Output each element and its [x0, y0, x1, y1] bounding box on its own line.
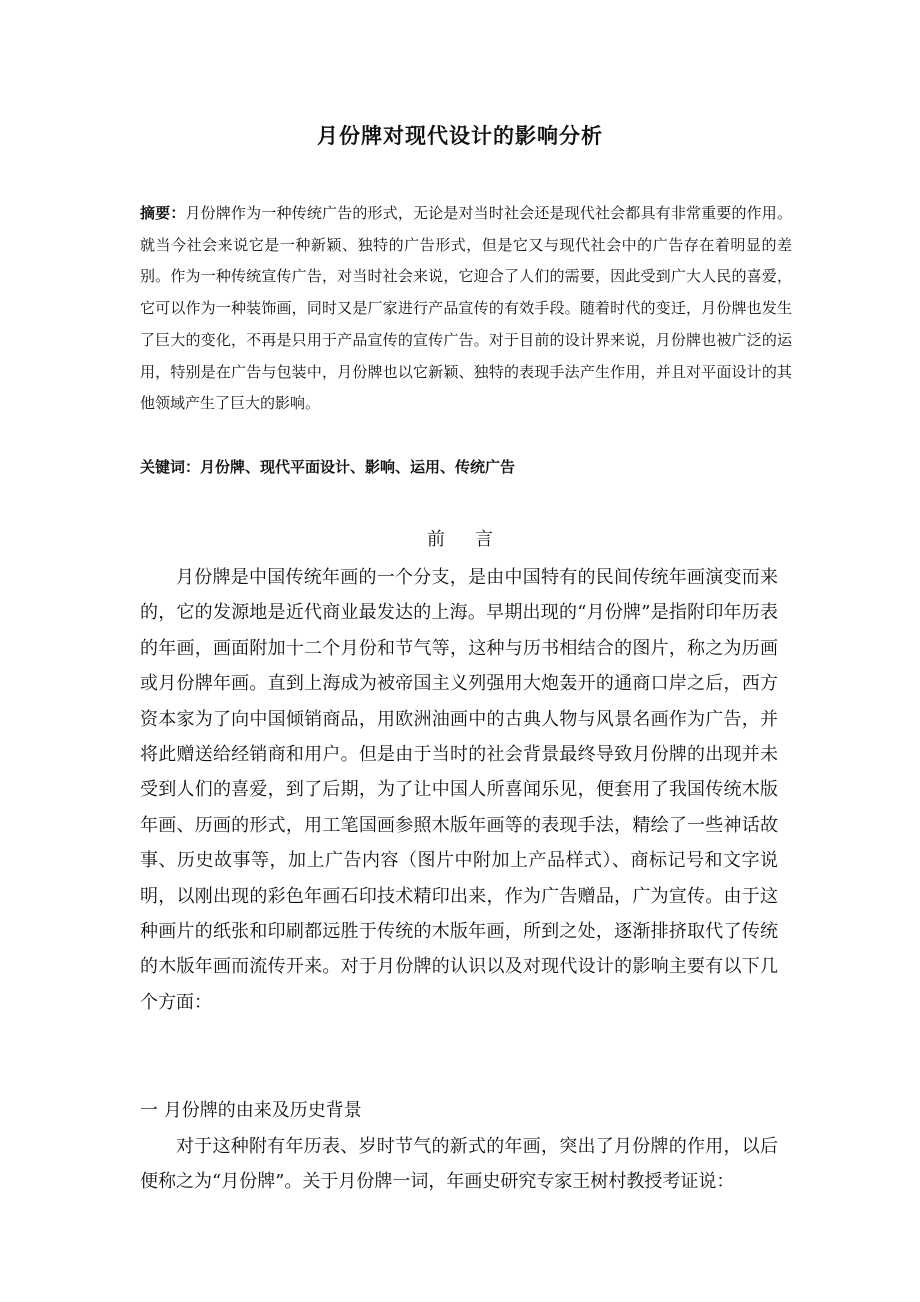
- abstract-text: 月份牌作为一种传统广告的形式，无论是对当时社会还是现代社会都具有非常重要的作用。就当今社会来说它是一种新颖、独特的广告形式，但是它又与现代社会中的广告存在着明显的差别。作为一种传统宣传广告，对当时社会来说，它迎合了人们的需要，因此受到广大人民的喜爱，它可以作为一种装饰画，同时又是厂家进行产品宣传的有效手段。随着时代的变迁，月份牌也发生了巨大的变化，不再是只用于产品宣传的宣传广告。对于目前的设计界来说，月份牌也被广泛的运用，特别是在广告与包装中，月份牌也以它新颖、独特的表现手法产生作用，并且对平面设计的其他领域产生了巨大的影响。: [140, 204, 792, 413]
- abstract-block: [140, 198, 792, 420]
- preface-section: [140, 560, 778, 1020]
- preface-paragraph: 月份牌是中国传统年画的一个分支，是由中国特有的民间传统年画演变而来的，它的发源地是近代商业最发达的上海。早期出现的“月份牌”是指附印年历表的年画，画面附加十二个月份和节气等，这种与历书相结合的图片，称之为历画或月份牌年画。直到上海成为被帝国主义列强用大炮轰开的通商口岸之后，西方资本家为了向中国倾销商品，用欧洲油画中的古典人物与风景名画作为广告，并将此赠送给经销商和用户。但是由于当时的社会背景最终导致月份牌的出现并未受到人们的喜爱，到了后期，为了让中国人所喜闻乐见，便套用了我国传统木版年画、历画的形式，用工笔国画参照木版年画等的表现手法，精绘了一些神话故事、历史故事等，加上广告内容（图片中附加上产品样式）、商标记号和文字说明，以刚出现的彩色年画石印技术精印出来，作为广告赠品，广为宣传。由于这种画片的纸张和印刷都远胜于传统的木版年画，所到之处，逐渐排挤取代了传统的木版年画而流传开来。对于月份牌的认识以及对现代设计的影响主要有以下几个方面：: [140, 567, 778, 1013]
- keywords-block: [140, 452, 792, 484]
- section-body: [140, 1129, 778, 1200]
- section-paragraph: 对于这种附有年历表、岁时节气的新式的年画，突出了月份牌的作用，以后便称之为“月份牌”。关于月份牌一词，年画史研究专家王树村教授考证说：: [140, 1136, 778, 1193]
- section-heading: 一 月份牌的由来及历史背景: [140, 1100, 362, 1121]
- keywords-label: 关键词：: [140, 458, 201, 476]
- document-title: 月份牌对现代设计的影响分析: [317, 124, 603, 148]
- keywords-text: 月份牌、现代平面设计、影响、运用、传统广告: [200, 458, 516, 476]
- abstract-label: 摘要：: [140, 204, 186, 222]
- preface-heading: 前言: [427, 529, 523, 550]
